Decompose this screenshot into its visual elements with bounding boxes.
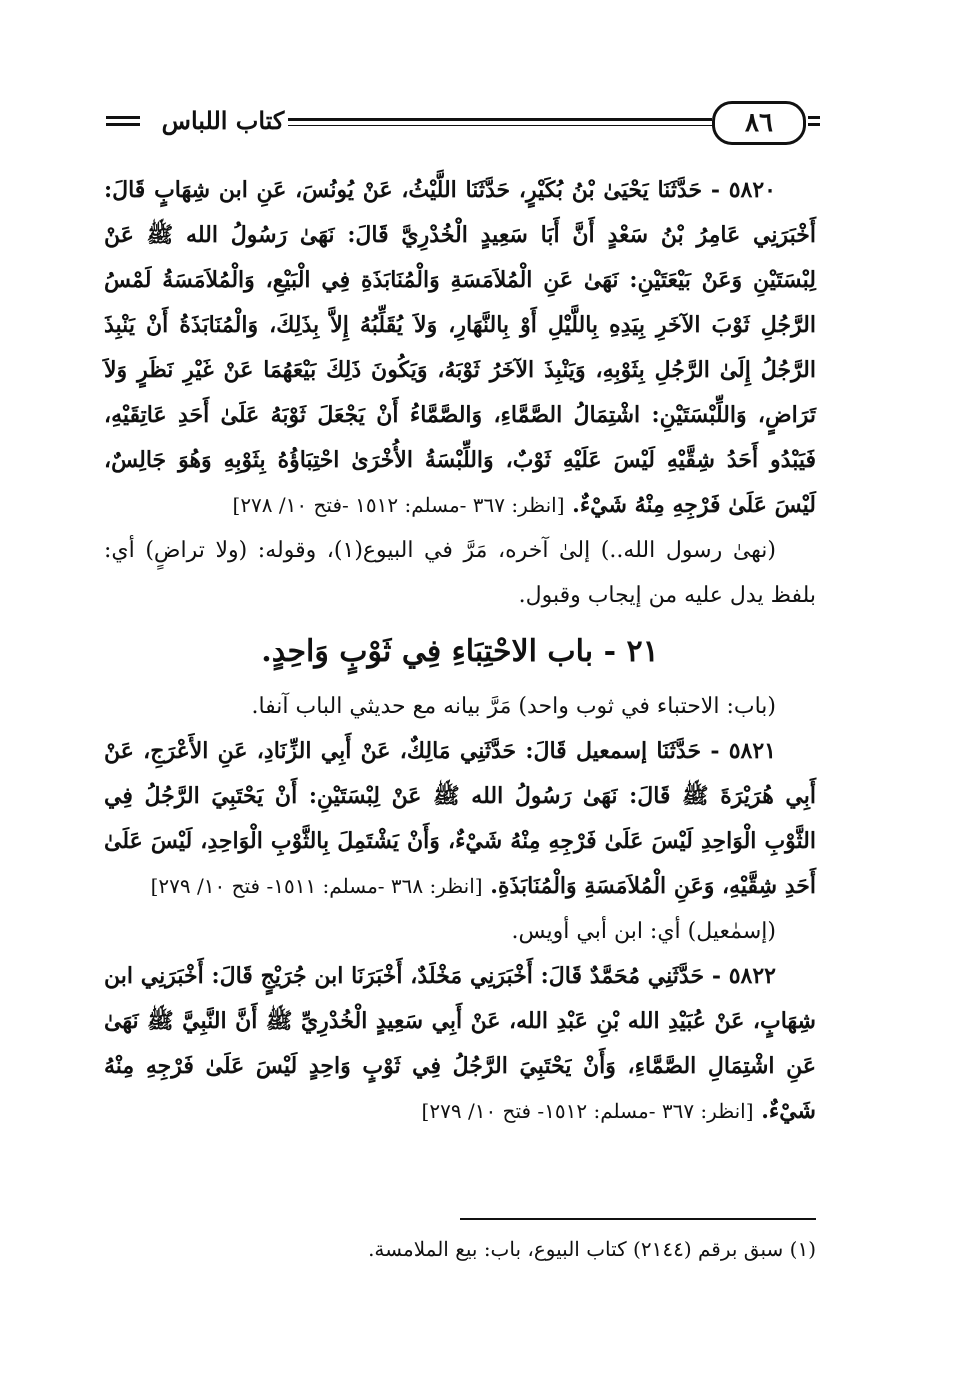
header-double-rule-right xyxy=(808,116,820,119)
hadith-5821-text: ٥٨٢١ - حَدَّثَنَا إسمعيل قَالَ: حَدَّثَنِي مَالِكٌ، عَنْ أَبِي الزِّنَادِ، عَنِ الأَعْرَجِ، عَنْ أَبِي هُرَيْرَةَ ﷺ قَالَ: نَهَىٰ رَسُولُ الله ﷺ عَنْ لِبْسَتَيْنِ: أَنْ يَحْتَبِيَ الرَّجُلُ فِي الثَّوْبِ الْوَاحِدِ لَيْسَ عَلَىٰ فَرْجِهِ مِنْهُ شَيْءٌ، وَأَنْ يَشْتَمِلَ بِالثَّوْبِ الْوَاحِدِ، لَيْسَ عَلَىٰ أَحَدِ شِقَّيْهِ، وَعَنِ الْمُلاَمَسَةِ وَالْمُنَابَذَةِ. xyxy=(104,738,816,899)
hadith-5822-text: ٥٨٢٢ - حَدَّثَنِي مُحَمَّدٌ قَالَ: أَخْبَرَنِي مَخْلَدٌ، أَخْبَرَنَا ابن جُرَيْجٍ قَالَ: أَخْبَرَنِي ابن شِهَابٍ، عَنْ عُبَيْدِ الله بْنِ عَبْدِ الله، عَنْ أَبِي سَعِيدٍ الْخُدْرِيِّ ﷺ أَنَّ النَّبِيَّ ﷺ نَهَىٰ عَنِ اشْتِمَالِ الصَّمَّاءِ، وَأَنْ يَحْتَبِيَ الرَّجُلُ فِي ثَوْبٍ وَاحِدٍ لَيْسَ عَلَىٰ فَرْجِهِ مِنْهُ شَيْءٌ. xyxy=(104,963,816,1124)
page-header xyxy=(100,98,820,150)
commentary-5820: (نهىٰ رسول الله..) إلىٰ آخره، مَرَّ في البيوع(١)، وقوله: (ولا تراضٍ) أي: بلفظ يدل عليه من إيجاب وقبول. xyxy=(104,538,816,608)
hadith-5820-text: ٥٨٢٠ - حَدَّثَنَا يَحْيَىٰ بْنُ بُكَيْرٍ، حَدَّثَنَا اللَّيْثُ، عَنْ يُونُسَ، عَنِ ابن شِهَابٍ قَالَ: أَخْبَرَنِي عَامِرُ بْنُ سَعْدٍ أَنَّ أَبَا سَعِيدٍ الْخُدْرِيَّ قَالَ: نَهَىٰ رَسُولُ الله ﷺ عَنْ لِبْسَتَيْنِ وَعَنْ بَيْعَتَيْنِ: نَهَىٰ عَنِ الْمُلاَمَسَةِ وَالْمُنَابَذَةِ فِي الْبَيْعِ، وَالْمُلاَمَسَةُ لَمْسُ الرَّجُلِ ثَوْبَ الآخَرِ بِيَدِهِ بِاللَّيْلِ أَوْ بِالنَّهَارِ، وَلاَ يُقَلِّبُهُ إِلاَّ بِذَلِكَ، وَالْمُنَابَذَةُ أَنْ يَنْبِذَ الرَّجُلُ إِلَىٰ الرَّجُلِ بِثَوْبِهِ، وَيَنْبِذَ الآخَرُ ثَوْبَهُ، وَيَكُونَ ذَلِكَ بَيْعَهُمَا عَنْ غَيْرِ نَظَرٍ وَلاَ تَرَاضٍ، وَاللِّبْسَتَيْنِ: اشْتِمَالُ الصَّمَّاءِ، وَالصَّمَّاءُ أَنْ يَجْعَلَ ثَوْبَهُ عَلَىٰ أَحَدِ عَاتِقَيْهِ، فَيَبْدُو أَحَدُ شِقَّيْهِ لَيْسَ عَلَيْهِ ثَوْبٌ، وَاللِّبْسَةُ الأُخْرَىٰ احْتِبَاؤُهُ بِثَوْبِهِ وَهُوَ جَالِسٌ، لَيْسَ عَلَىٰ فَرْجِهِ مِنْهُ شَيْءٌ. xyxy=(104,177,816,518)
main-text xyxy=(104,168,816,1134)
hadith-5820 xyxy=(104,168,816,528)
running-title: كتاب اللباس xyxy=(158,104,288,138)
hadith-5822 xyxy=(104,954,816,1134)
footnote-separator xyxy=(460,1218,816,1220)
hadith-5821 xyxy=(104,729,816,909)
footnote: (١) سبق برقم (٢١٤٤) كتاب البيوع، باب: بيع الملامسة. xyxy=(368,1237,816,1261)
hadith-5820-reference: [انظر: ٣٦٧ -مسلم: ١٥١٢ -فتح ١٠/ ٢٧٨] xyxy=(232,493,565,517)
hadith-5822-reference: [انظر: ٣٦٧ -مسلم: ١٥١٢- فتح ١٠/ ٢٧٩] xyxy=(421,1099,754,1123)
header-double-rule-left xyxy=(106,116,140,119)
hadith-5821-reference: [انظر: ٣٦٨ -مسلم: ١٥١١- فتح ١٠/ ٢٧٩] xyxy=(150,874,483,898)
commentary-5821: (إسمٰعيل) أي: ابن أبي أويس. xyxy=(511,919,776,944)
chapter-heading: ٢١ - باب الاحْتِبَاءِ فِي ثَوْبٍ وَاحِدٍ. xyxy=(261,634,659,669)
page-number-badge: ٨٦ xyxy=(712,101,806,145)
chapter-commentary: (باب: الاحتباء في ثوب واحد) مَرَّ بيانه مع حديثي الباب آنفا. xyxy=(251,694,776,719)
